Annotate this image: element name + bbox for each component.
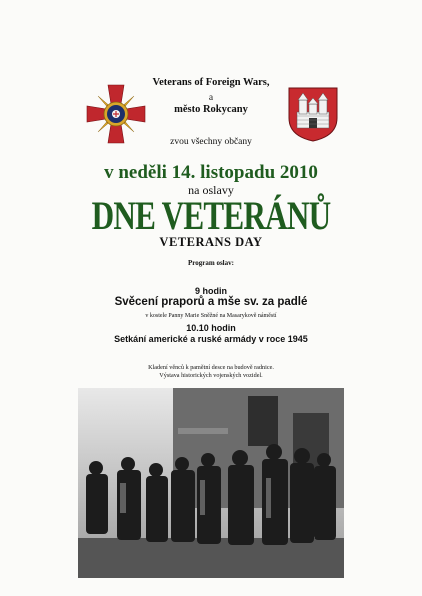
note-wreath: Kladení věnců k pamětní desce na budově radnice.: [148, 364, 274, 371]
program-label: Program oslav:: [188, 259, 234, 267]
conjunction: a: [208, 93, 214, 103]
organizer-vfw: Veterans of Foreign Wars,: [152, 77, 270, 88]
note-exhibition: Výstava historických vojenských vozidel.: [159, 372, 263, 379]
schedule-note-1: v kostele Panny Marie Sněžné na Masarykově náměstí: [145, 313, 277, 319]
schedule-event-2: Setkání americké a ruské armády v roce 1945: [114, 334, 308, 344]
schedule-time-1: 9 hodin: [195, 286, 227, 296]
pre-title: na oslavy: [188, 183, 234, 197]
page-title: DNE VETERÁNŮ: [91, 193, 331, 238]
group-photo: [78, 388, 344, 578]
schedule-time-2: 10.10 hodin: [186, 323, 236, 333]
organizer-town: město Rokycany: [174, 104, 248, 115]
subtitle: VETERANS DAY: [159, 235, 263, 249]
event-date: v neděli 14. listopadu 2010: [104, 162, 318, 183]
schedule-event-1: Svěcení praporů a mše sv. za padlé: [114, 296, 308, 308]
invitation: zvou všechny občany: [170, 137, 252, 147]
